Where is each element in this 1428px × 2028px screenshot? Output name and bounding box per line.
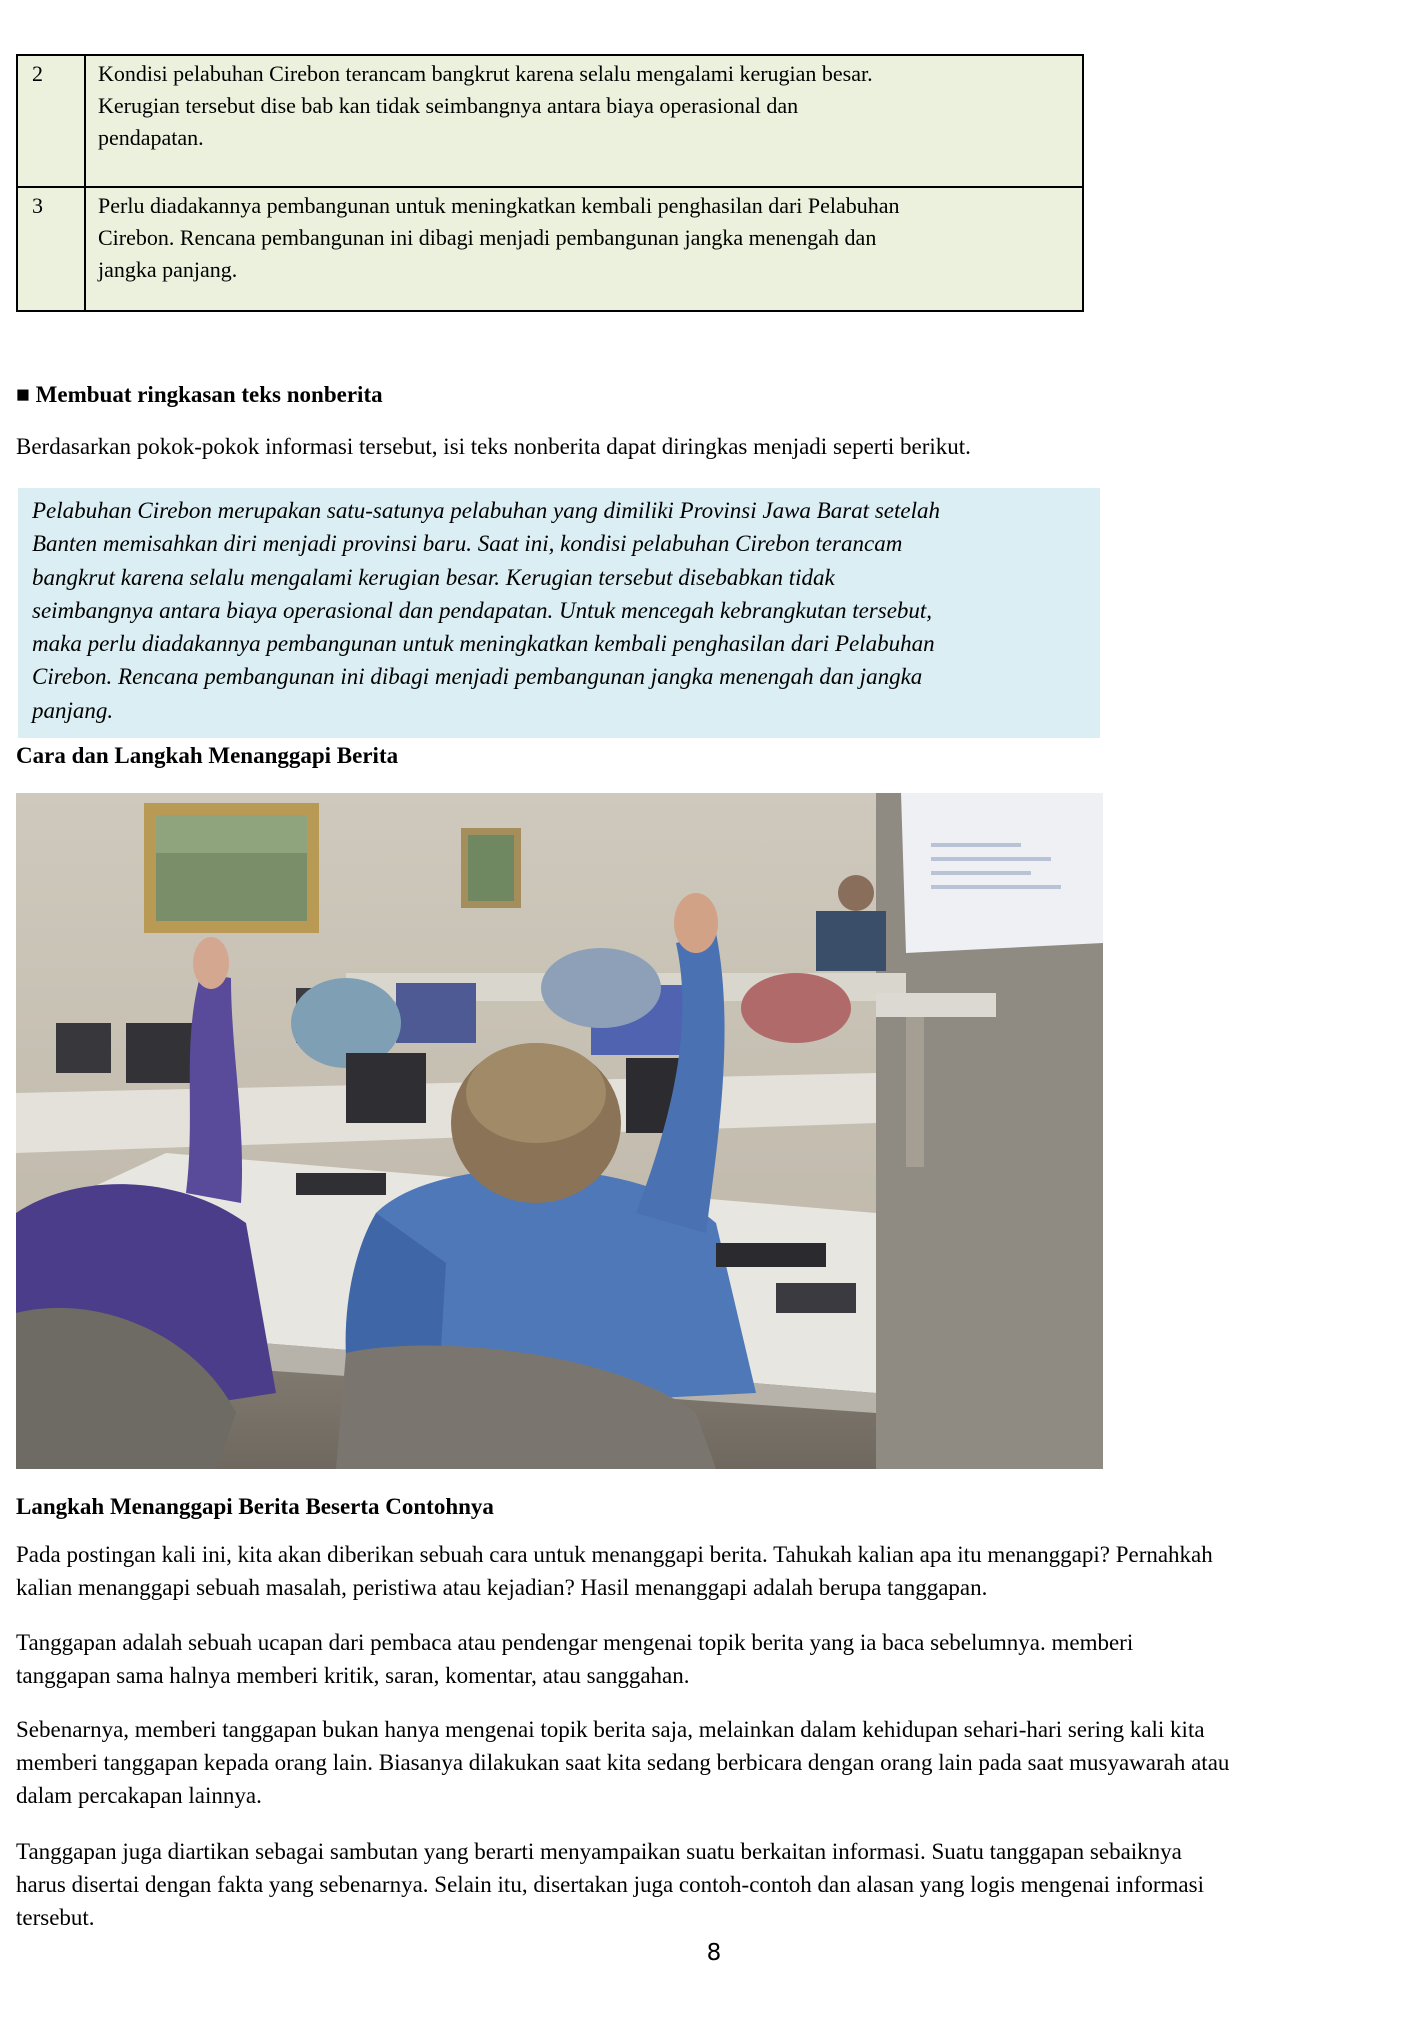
square-bullet-icon: ■: [16, 382, 30, 407]
section-heading-summary: [16, 382, 383, 408]
summary-points-table: [16, 54, 1084, 312]
summary-line: seimbangnya antara biaya operasional dan pendapatan. Untuk mencegah kebrangkutan tersebut,: [32, 597, 933, 623]
paragraph-line: Tanggapan juga diartikan sebagai sambutan yang berarti menyampaikan suatu berkaitan informasi. Suatu tanggapan sebaiknya: [16, 1839, 1182, 1864]
intro-paragraph: Berdasarkan pokok-pokok informasi tersebut, isi teks nonberita dapat diringkas menjadi seperti berikut.: [16, 434, 971, 459]
paragraph-line: Sebenarnya, memberi tanggapan bukan hanya mengenai topik berita saja, melainkan dalam kehidupan sehari-hari sering kali kita: [16, 1717, 1205, 1742]
row-number: 2: [17, 55, 85, 187]
row-number: 3: [17, 187, 85, 311]
paragraph-line: dalam percakapan lainnya.: [16, 1783, 262, 1808]
section-heading-steps: Langkah Menanggapi Berita Beserta Contohnya: [16, 1494, 494, 1519]
row-line: Kerugian tersebut dise bab kan tidak seimbangnya antara biaya operasional dan: [98, 93, 799, 118]
paragraph: [16, 1835, 1416, 1934]
paragraph-line: harus disertai dengan fakta yang sebenarnya. Selain itu, disertakan juga contoh-contoh dan alasan yang logis mengenai informasi: [16, 1872, 1204, 1897]
table-row: [17, 55, 1083, 187]
heading-text: Membuat ringkasan teks nonberita: [35, 382, 383, 407]
row-text: [85, 55, 1083, 187]
paragraph: [16, 1626, 1416, 1692]
paragraph: [16, 1713, 1416, 1812]
summary-line: maka perlu diadakannya pembangunan untuk meningkatkan kembali penghasilan dari Pelabuhan: [32, 631, 935, 657]
paragraph-line: tersebut.: [16, 1905, 95, 1930]
summary-line: Cirebon. Rencana pembangunan ini dibagi menjadi pembangunan jangka menengah dan jangka: [32, 664, 923, 690]
summary-line: bangkrut karena selalu mengalami kerugian besar. Kerugian tersebut disebabkan tidak: [32, 564, 835, 590]
row-line: Cirebon. Rencana pembangunan ini dibagi menjadi pembangunan jangka menengah dan: [98, 225, 877, 250]
paragraph-line: kalian menanggapi sebuah masalah, peristiwa atau kejadian? Hasil menanggapi adalah berupa tanggapan.: [16, 1575, 988, 1600]
paragraph-line: Pada postingan kali ini, kita akan diberikan sebuah cara untuk menanggapi berita. Tahukah kalian apa itu menanggapi? Pernahkah: [16, 1542, 1213, 1567]
row-line: pendapatan.: [98, 125, 204, 150]
row-line: jangka panjang.: [98, 257, 238, 282]
summary-line: Banten memisahkan diri menjadi provinsi baru. Saat ini, kondisi pelabuhan Cirebon terancam: [32, 531, 903, 557]
summary-line: panjang.: [32, 697, 114, 723]
table-row: [17, 187, 1083, 311]
section-heading-respond: Cara dan Langkah Menanggapi Berita: [16, 743, 399, 768]
paragraph-line: Tanggapan adalah sebuah ucapan dari pembaca atau pendengar mengenai topik berita yang ia baca sebelumnya. memberi: [16, 1630, 1134, 1655]
summary-line: Pelabuhan Cirebon merupakan satu-satunya pelabuhan yang dimiliki Provinsi Jawa Barat setelah: [32, 498, 940, 523]
row-text: [85, 187, 1083, 311]
row-line: Kondisi pelabuhan Cirebon terancam bangkrut karena selalu mengalami kerugian besar.: [98, 61, 873, 86]
summary-box: [18, 488, 1100, 738]
row-line: Perlu diadakannya pembangunan untuk meningkatkan kembali penghasilan dari Pelabuhan: [98, 193, 900, 218]
page-number: 8: [706, 1940, 722, 1966]
paragraph-line: tanggapan sama halnya memberi kritik, saran, komentar, atau sanggahan.: [16, 1663, 690, 1688]
paragraph: [16, 1538, 1416, 1604]
paragraph-line: memberi tanggapan kepada orang lain. Biasanya dilakukan saat kita sedang berbicara dengan orang lain pada saat musyawarah atau: [16, 1750, 1230, 1775]
classroom-photo: [16, 793, 1103, 1469]
